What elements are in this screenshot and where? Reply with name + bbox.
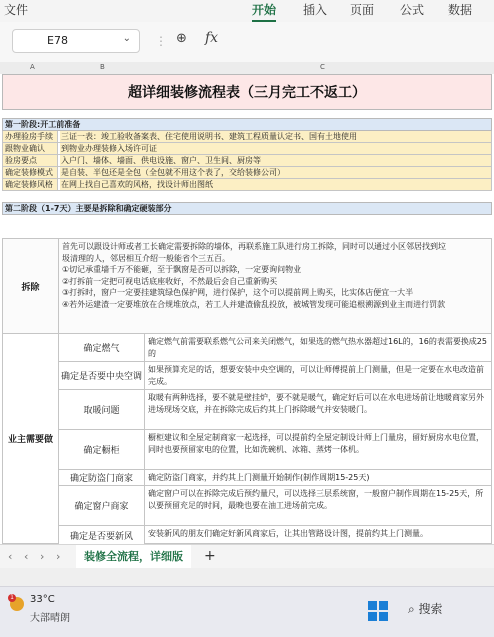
row-value: 在网上找自己喜欢的风格，找设计师出图纸	[60, 179, 491, 190]
task-detail: 取暖有两种选择，要不就是壁挂炉，要不就是暖气，确定好后可以在水电进场前让地暖商家另外进场现场交底，并在拆除完成后约其上门拆除暖气并安装暖门。	[148, 393, 484, 414]
row-label: 确定装修模式	[3, 167, 58, 178]
owner-tasks-block[interactable]	[2, 334, 492, 544]
tab-insert[interactable]: 插入	[303, 3, 328, 17]
zoom-icon[interactable]: ⊕	[176, 31, 187, 46]
table-row[interactable]	[2, 179, 492, 191]
prev-sheet-icon[interactable]: ‹	[24, 550, 29, 563]
task-detail: 安装新风的朋友们确定好新风商家后，让其出管路设计图，提前约其上门测量。	[148, 529, 428, 538]
search-label: 搜索	[418, 602, 443, 616]
table-row[interactable]	[2, 167, 492, 179]
name-box[interactable]	[12, 29, 140, 53]
column-a[interactable]: A	[30, 63, 35, 71]
row-label: 确定装修风格	[3, 179, 58, 190]
table-row[interactable]	[59, 526, 491, 544]
task-name: 确定是否要中央空调	[59, 362, 145, 389]
chevron-down-icon[interactable]: ⌄	[122, 33, 131, 44]
next-sheet-icon[interactable]: ›	[40, 550, 45, 563]
demolition-line: ②打拆前一定把可视电话底座收好，不然最后会自己重新购买	[62, 276, 278, 286]
function-icon[interactable]: fx	[205, 30, 219, 46]
table-row[interactable]	[59, 430, 491, 470]
table-row[interactable]	[59, 334, 491, 362]
task-detail: 确定燃气前需要联系燃气公司来关闭燃气，如果选的燃气热水器超过16L的，16的表需要换成25的	[148, 337, 487, 358]
demolition-text	[62, 241, 489, 310]
first-sheet-icon[interactable]: ‹	[8, 550, 13, 563]
table-row[interactable]	[59, 486, 491, 526]
task-detail: 橱柜建议和全屋定制商家一起选择，可以提前约全屋定制设计师上门量房，留好厨房水电位置，同时也要预留家电的位置，比如洗碗机、冰箱、蒸烤一体机。	[148, 433, 484, 454]
weather-condition[interactable]: 大部晴朗	[30, 613, 70, 624]
table-row[interactable]	[59, 390, 491, 430]
table-row[interactable]	[2, 155, 492, 167]
last-sheet-icon[interactable]: ›	[56, 550, 61, 563]
table-row[interactable]	[59, 470, 491, 486]
tab-data[interactable]: 数据	[448, 3, 473, 17]
demolition-line: 圾清理的人，邻居相互介绍一般能省个三五百。	[62, 253, 230, 263]
taskbar-search[interactable]: ⌕ 搜索	[408, 602, 443, 616]
demolition-line: ①切记承重墙千万不能砸，至于飘窗是否可以拆除，一定要询问物业	[62, 265, 302, 274]
table-row[interactable]	[2, 143, 492, 155]
demolition-line: 首先可以跟设计师或者工长确定需要拆除的墙体，再联系施工队进行房工拆除，同时可以通过小区邻居找到垃	[62, 242, 446, 251]
row-value: 三证一表：竣工验收备案表、住宅使用说明书、建筑工程质量认定书、国有土地使用	[60, 131, 491, 142]
task-detail: 确定窗户可以在拆除完成后预约量尺，可以选择三层系统窗，一般窗户制作周期在15-25天，所以要预留充足的时间，最晚也要在油工进场前完成。	[148, 489, 484, 510]
task-name: 确定是否要新风	[59, 526, 145, 544]
row-value: 入户门、墙体、墙面、供电设施、窗户、卫生间、厨房等	[60, 155, 491, 166]
column-b[interactable]: B	[100, 63, 105, 71]
tab-file[interactable]: 文件	[4, 3, 29, 17]
tab-page[interactable]: 页面	[350, 3, 375, 17]
row-label: 办理验房手续	[3, 131, 58, 142]
task-name: 确定窗户商家	[59, 486, 145, 525]
owner-label: 业主需要做	[3, 334, 59, 543]
cell-reference: E78	[47, 34, 68, 47]
status-bar	[0, 568, 494, 586]
task-name: 取暖问题	[59, 390, 145, 429]
tab-formulas[interactable]: 公式	[400, 3, 425, 17]
task-detail: 确定防盗门商家，并约其上门测量开始制作(制作周期15-25天)	[148, 473, 370, 482]
notification-badge: 1	[8, 594, 16, 602]
table-row[interactable]	[2, 131, 492, 143]
row-value: 是自装、半包还是全包（全包就不用这个表了，交给装修公司）	[60, 167, 491, 178]
ribbon-tabs	[0, 0, 494, 22]
windows-start-icon[interactable]	[368, 601, 388, 621]
task-name: 确定橱柜	[59, 430, 145, 469]
task-detail: 如果预算充足的话，想要安装中央空调的，可以让师傅提前上门测量，但是一定要在水电改造前完成。	[148, 365, 484, 386]
weather-temperature[interactable]: 33°C	[30, 594, 55, 605]
sheet-title[interactable]: 超详细装修流程表（三月完工不返工）	[2, 74, 492, 110]
weather-icon[interactable]	[10, 594, 24, 611]
task-name: 确定燃气	[59, 334, 145, 361]
sheet-tab-active[interactable]: 装修全流程，详细版	[76, 545, 191, 571]
tab-home[interactable]: 开始	[252, 3, 277, 17]
column-c[interactable]: C	[320, 63, 325, 71]
demolition-line: ③打拆时，窗户一定要挂建筑绿色保护网，进行保护，这个可以提前网上购买，比实体店便宜一大半	[62, 288, 414, 297]
taskbar	[0, 586, 494, 637]
row-label: 跟物业确认	[3, 143, 58, 154]
table-row[interactable]	[59, 362, 491, 390]
sheet-tab-bar	[0, 544, 494, 569]
add-sheet-button[interactable]: +	[204, 548, 216, 564]
demolition-line: ④若外运建渣一定要堆放在合规堆放点，若工人并建渣偷乱投放，被城管发现可能追根溯源到业主而进行罚款	[62, 299, 446, 309]
formula-bar	[0, 22, 494, 63]
divider: ⋮	[155, 34, 167, 48]
demolition-label: 拆除	[3, 239, 59, 333]
row-value: 到物业办理装修入场许可证	[60, 143, 491, 154]
row-label: 验房要点	[3, 155, 58, 166]
spreadsheet-grid[interactable]	[0, 74, 494, 544]
section2-heading[interactable]: 第二阶段（1-7天）主要是拆除和确定硬装部分	[2, 202, 492, 215]
task-name: 确定防盗门商家	[59, 470, 145, 485]
section1-heading[interactable]: 第一阶段:开工前准备	[2, 118, 492, 131]
demolition-block[interactable]	[2, 238, 492, 334]
